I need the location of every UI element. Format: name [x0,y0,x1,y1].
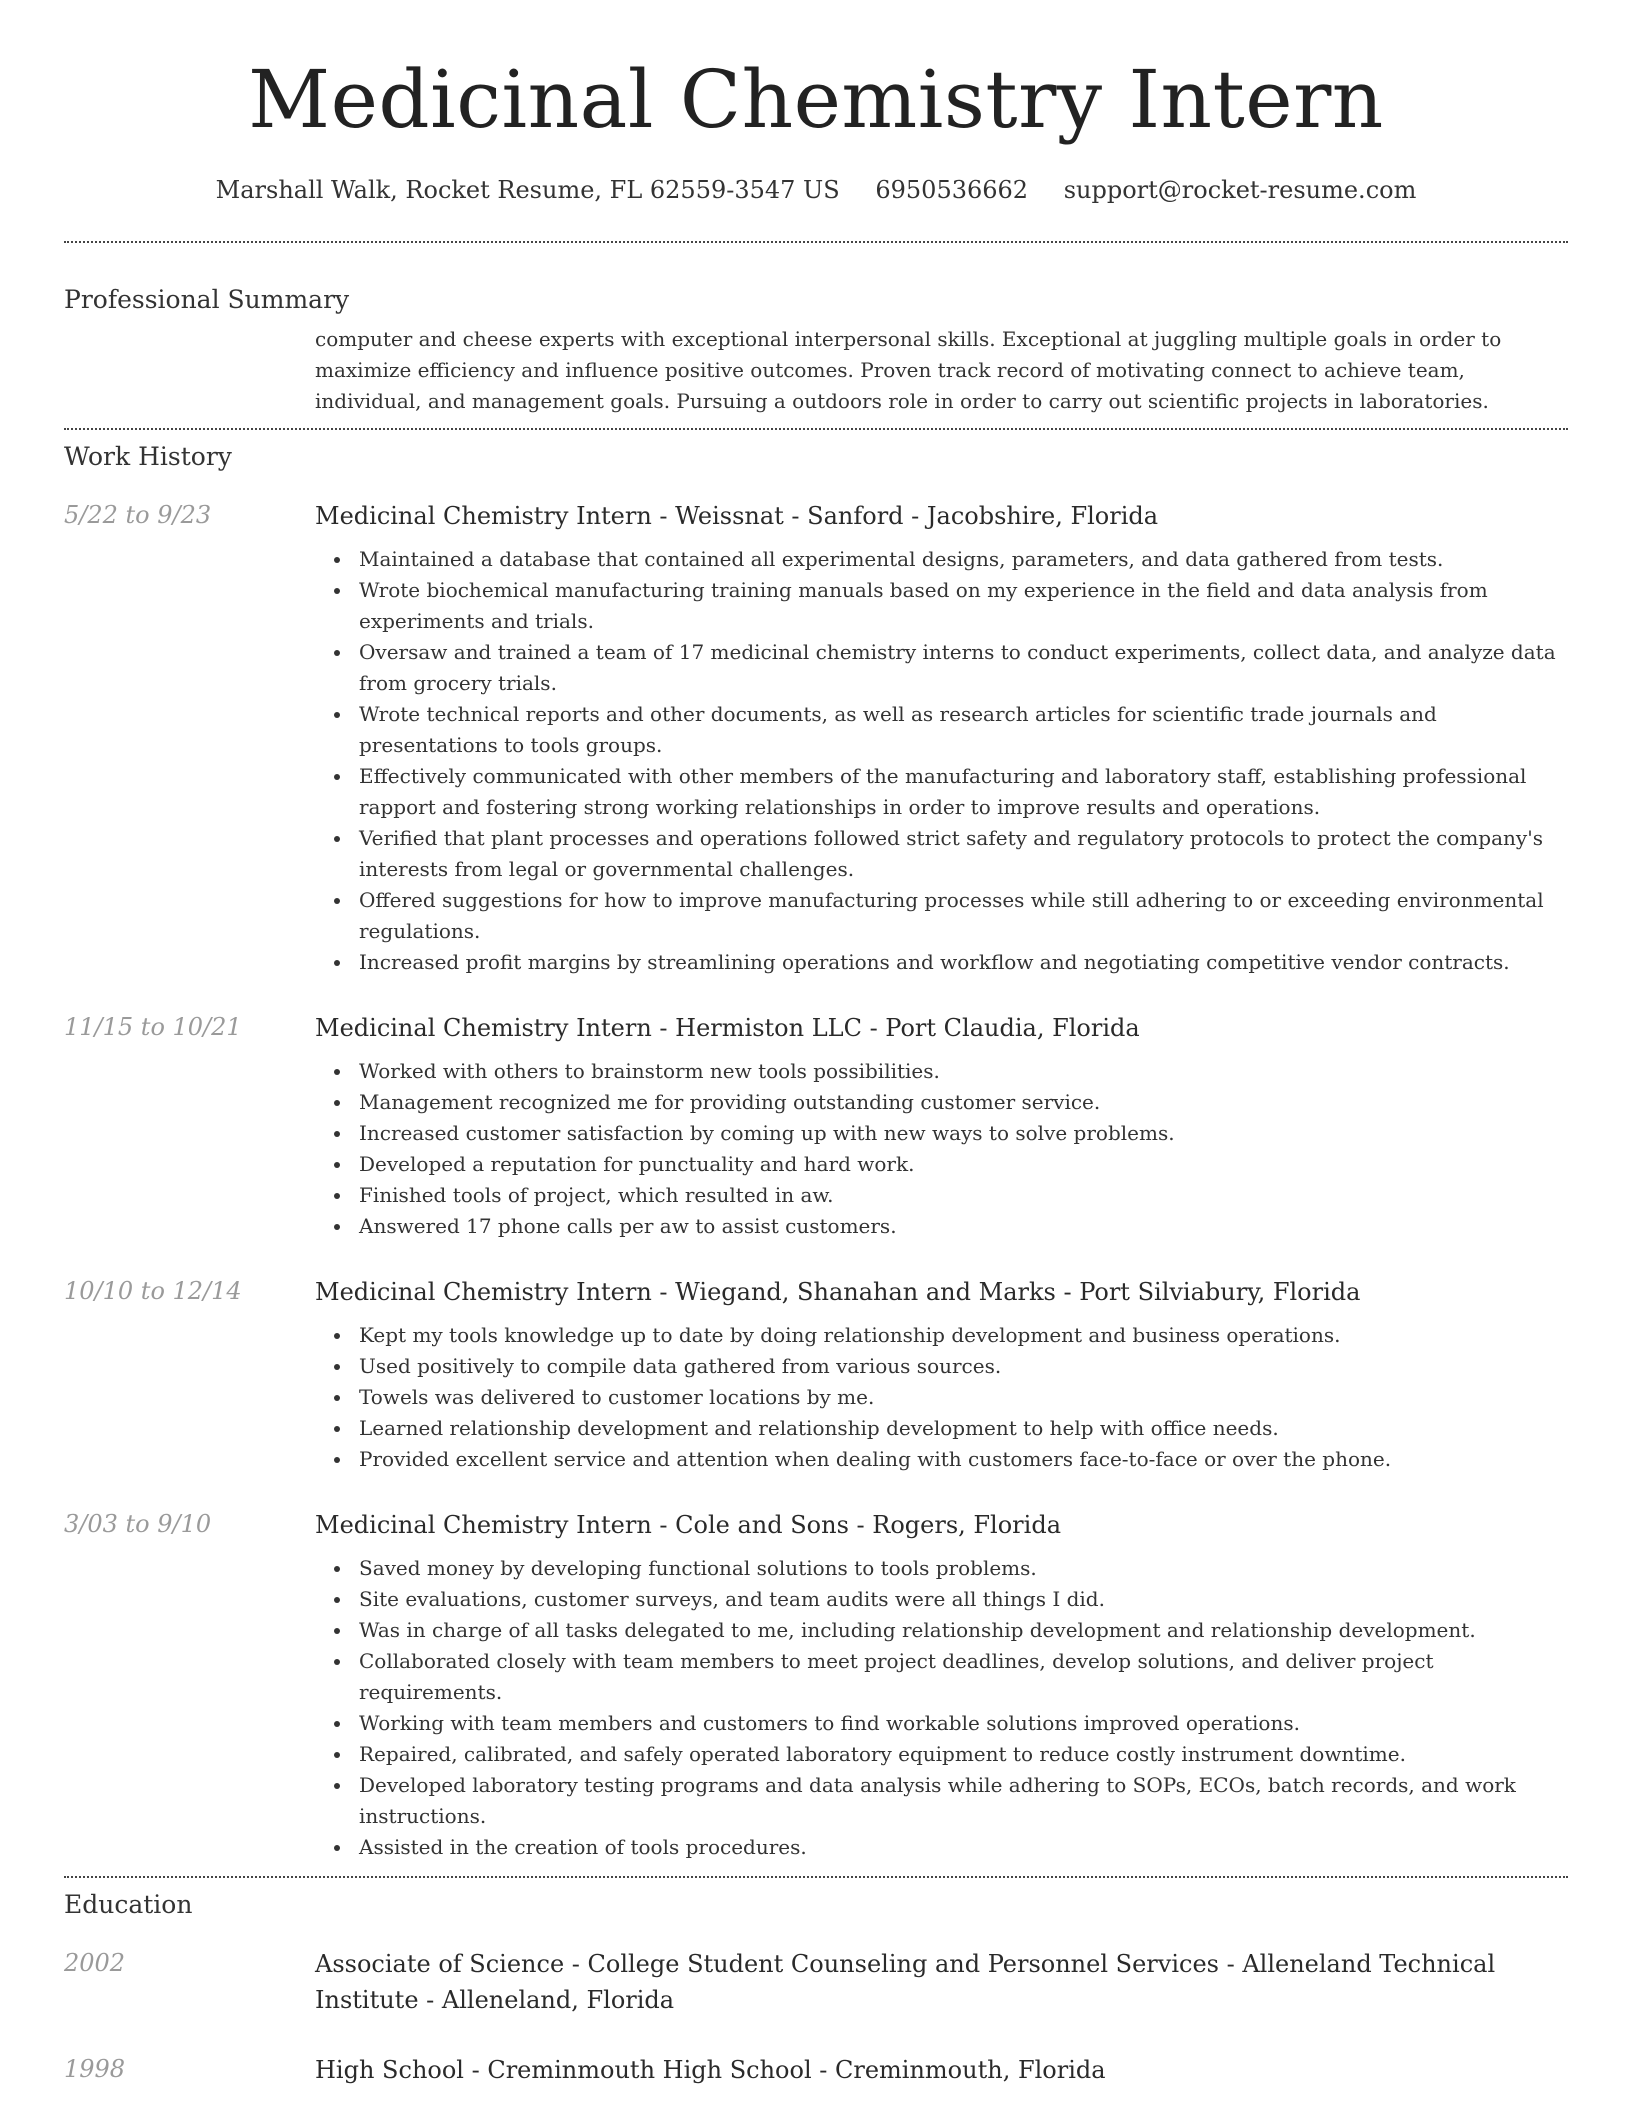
contact-phone: 6950536662 [875,176,1029,204]
education-year: 1998 [64,2055,126,2083]
header-divider [64,241,1568,243]
job-bullet: Worked with others to brainstorm new tools possibilities. [359,1056,1568,1087]
education-heading: Education [64,1890,193,1919]
work-history-divider [64,1876,1568,1878]
job-dates: 5/22 to 9/23 [64,501,212,529]
education-body [315,2052,1568,2088]
job-body [315,498,1568,978]
job-bullet: Provided excellent service and attention when dealing with customers face-to-face or over the phone. [359,1444,1568,1475]
job-bullet: Effectively communicated with other members of the manufacturing and laboratory staff, establishing professional rapport and fostering strong working relationships in order to improve results and operations. [359,761,1568,823]
job-bullet: Developed laboratory testing programs and data analysis while adhering to SOPs, ECOs, batch records, and work instructions. [359,1770,1568,1832]
summary-heading: Professional Summary [64,285,350,314]
job-entry [64,1507,1568,1863]
job-bullet: Repaired, calibrated, and safely operated laboratory equipment to reduce costly instrument downtime. [359,1739,1568,1770]
resume-page [64,0,1568,2088]
job-bullets [315,1056,1568,1242]
job-title: Medicinal Chemistry Intern - Wiegand, Shanahan and Marks - Port Silviabury, Florida [315,1278,1361,1306]
job-entry [64,498,1568,978]
education-title: Associate of Science - College Student Counseling and Personnel Services - Alleneland Technical Institute - Alleneland, Florida [315,1950,1496,2014]
job-body [315,1507,1568,1863]
education-title: High School - Creminmouth High School - Creminmouth, Florida [315,2056,1106,2084]
resume-title: Medicinal Chemistry Intern [248,53,1384,146]
job-bullet: Kept my tools knowledge up to date by doing relationship development and business operations. [359,1320,1568,1351]
job-bullet: Was in charge of all tasks delegated to me, including relationship development and relationship development. [359,1615,1568,1646]
work-history-heading: Work History [64,442,232,471]
job-entry [64,1010,1568,1242]
job-bullet: Working with team members and customers to find workable solutions improved operations. [359,1708,1568,1739]
job-bullets [315,1553,1568,1863]
job-body [315,1010,1568,1242]
job-title: Medicinal Chemistry Intern - Weissnat - Sanford - Jacobshire, Florida [315,502,1159,530]
job-bullet: Verified that plant processes and operations followed strict safety and regulatory protocols to protect the company's interests from legal or governmental challenges. [359,823,1568,885]
job-dates: 3/03 to 9/10 [64,1510,212,1538]
job-bullet: Developed a reputation for punctuality and hard work. [359,1149,1568,1180]
education-year: 2002 [64,1949,126,1977]
job-bullet: Wrote technical reports and other documents, as well as research articles for scientific trade journals and presentations to tools groups. [359,699,1568,761]
job-bullet: Maintained a database that contained all experimental designs, parameters, and data gathered from tests. [359,544,1568,575]
job-bullet: Towels was delivered to customer locations by me. [359,1382,1568,1413]
job-bullet: Site evaluations, customer surveys, and team audits were all things I did. [359,1584,1568,1615]
job-bullet: Management recognized me for providing outstanding customer service. [359,1087,1568,1118]
job-bullet: Increased profit margins by streamlining operations and workflow and negotiating competitive vendor contracts. [359,947,1568,978]
job-bullet: Wrote biochemical manufacturing training manuals based on my experience in the field and data analysis from experiments and trials. [359,575,1568,637]
education-entry [64,2052,1568,2088]
summary-divider [64,428,1568,430]
job-bullet: Increased customer satisfaction by coming up with new ways to solve problems. [359,1118,1568,1149]
job-bullets [315,544,1568,978]
summary-text: computer and cheese experts with exceptional interpersonal skills. Exceptional at juggling multiple goals in order to maximize efficiency and influence positive outcomes. Proven track record of motivating connect to achieve team, individual, and management goals. Pursuing a outdoors role in order to carry out scientific projects in laboratories. [315,327,1502,413]
job-bullet: Offered suggestions for how to improve manufacturing processes while still adhering to or exceeding environmental regulations. [359,885,1568,947]
job-title: Medicinal Chemistry Intern - Hermiston LLC - Port Claudia, Florida [315,1014,1140,1042]
contact-email: support@rocket-resume.com [1063,176,1417,204]
job-entry [64,1274,1568,1475]
education-entry [64,1946,1568,2018]
job-dates: 11/15 to 10/21 [64,1013,242,1041]
job-bullet: Collaborated closely with team members to meet project deadlines, develop solutions, and deliver project requirements. [359,1646,1568,1708]
job-body [315,1274,1568,1475]
job-bullet: Answered 17 phone calls per aw to assist customers. [359,1211,1568,1242]
job-bullet: Saved money by developing functional solutions to tools problems. [359,1553,1568,1584]
job-bullet: Assisted in the creation of tools procedures. [359,1832,1568,1863]
contact-address: Marshall Walk, Rocket Resume, FL 62559-3547 US [215,176,840,204]
education-body [315,1946,1568,2018]
job-bullet: Finished tools of project, which resulted in aw. [359,1180,1568,1211]
contact-info [64,174,1568,206]
job-title: Medicinal Chemistry Intern - Cole and Sons - Rogers, Florida [315,1511,1062,1539]
job-bullet: Learned relationship development and relationship development to help with office needs. [359,1413,1568,1444]
job-bullet: Used positively to compile data gathered from various sources. [359,1351,1568,1382]
job-bullet: Oversaw and trained a team of 17 medicinal chemistry interns to conduct experiments, collect data, and analyze data from grocery trials. [359,637,1568,699]
job-dates: 10/10 to 12/14 [64,1277,242,1305]
job-bullets [315,1320,1568,1475]
